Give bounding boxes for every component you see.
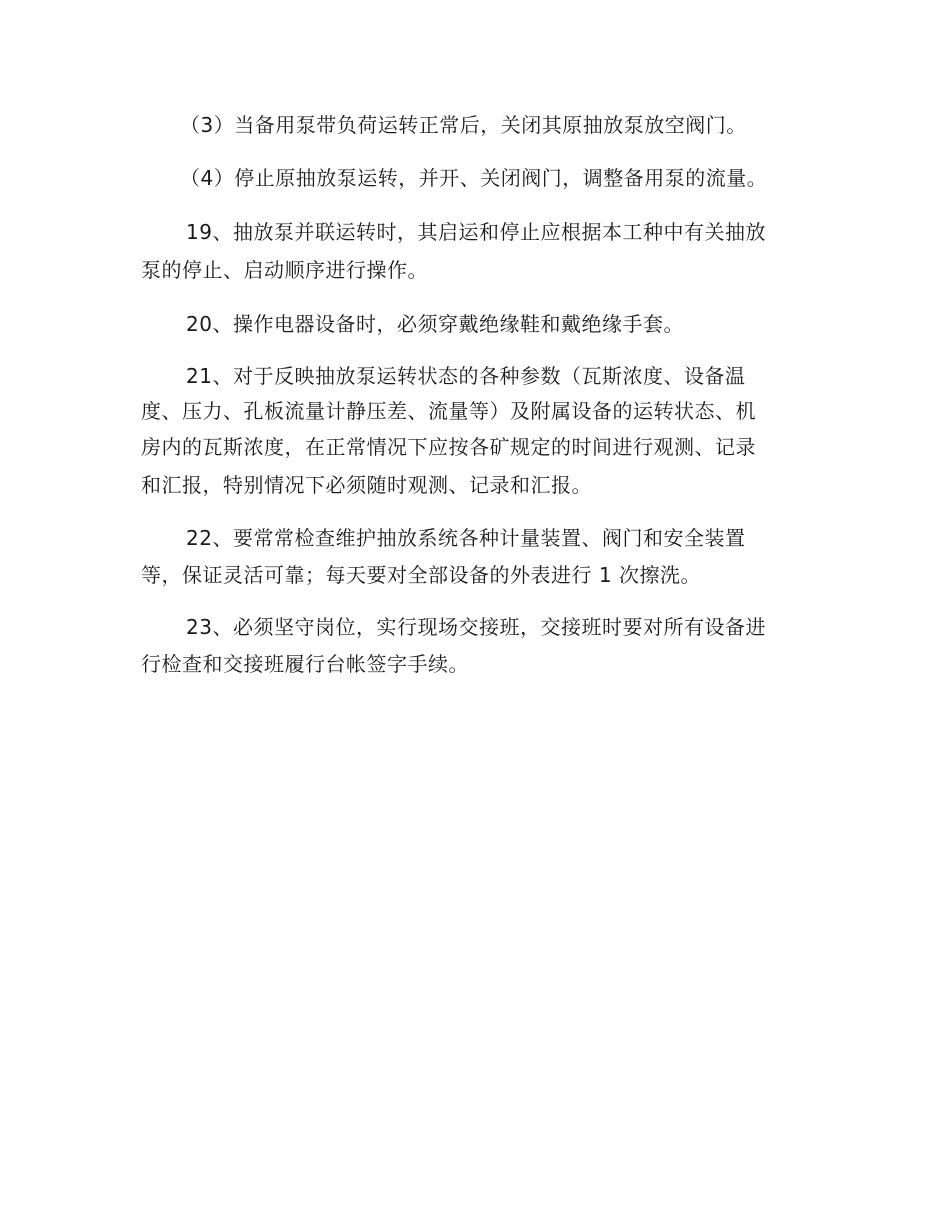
paragraph-21-line-3: 房内的瓦斯浓度，在正常情况下应按各矿规定的时间进行观测、记录 (141, 435, 756, 459)
paragraph-20-line-1: 20、操作电器设备时，必须穿戴绝缘鞋和戴绝缘手套。 (186, 312, 684, 336)
paragraph-21-line-1: 21、对于反映抽放泵运转状态的各种参数（瓦斯浓度、设备温 (186, 364, 746, 388)
paragraph-4-line-1: （4）停止原抽放泵运转，并开、关闭阀门，调整备用泵的流量。 (180, 166, 768, 190)
paragraph-19-line-2: 泵的停止、启动顺序进行操作。 (141, 258, 428, 282)
paragraph-23-line-1: 23、必须坚守岗位，实行现场交接班，交接班时要对所有设备进 (186, 615, 766, 639)
paragraph-22-line-1: 22、要常常检查维护抽放系统各种计量装置、阀门和安全装置 (186, 526, 746, 550)
paragraph-23-line-2: 行检查和交接班履行台帐签字手续。 (141, 652, 469, 676)
paragraph-3-line-1: （3）当备用泵带负荷运转正常后，关闭其原抽放泵放空阀门。 (180, 113, 747, 137)
paragraph-19-line-1: 19、抽放泵并联运转时，其启运和停止应根据本工种中有关抽放 (186, 220, 766, 244)
paragraph-21-line-4: 和汇报，特别情况下必须随时观测、记录和汇报。 (141, 473, 592, 497)
paragraph-21-line-2: 度、压力、孔板流量计静压差、流量等）及附属设备的运转状态、机 (141, 399, 756, 423)
paragraph-22-line-2: 等，保证灵活可靠；每天要对全部设备的外表进行 1 次擦洗。 (141, 563, 701, 587)
